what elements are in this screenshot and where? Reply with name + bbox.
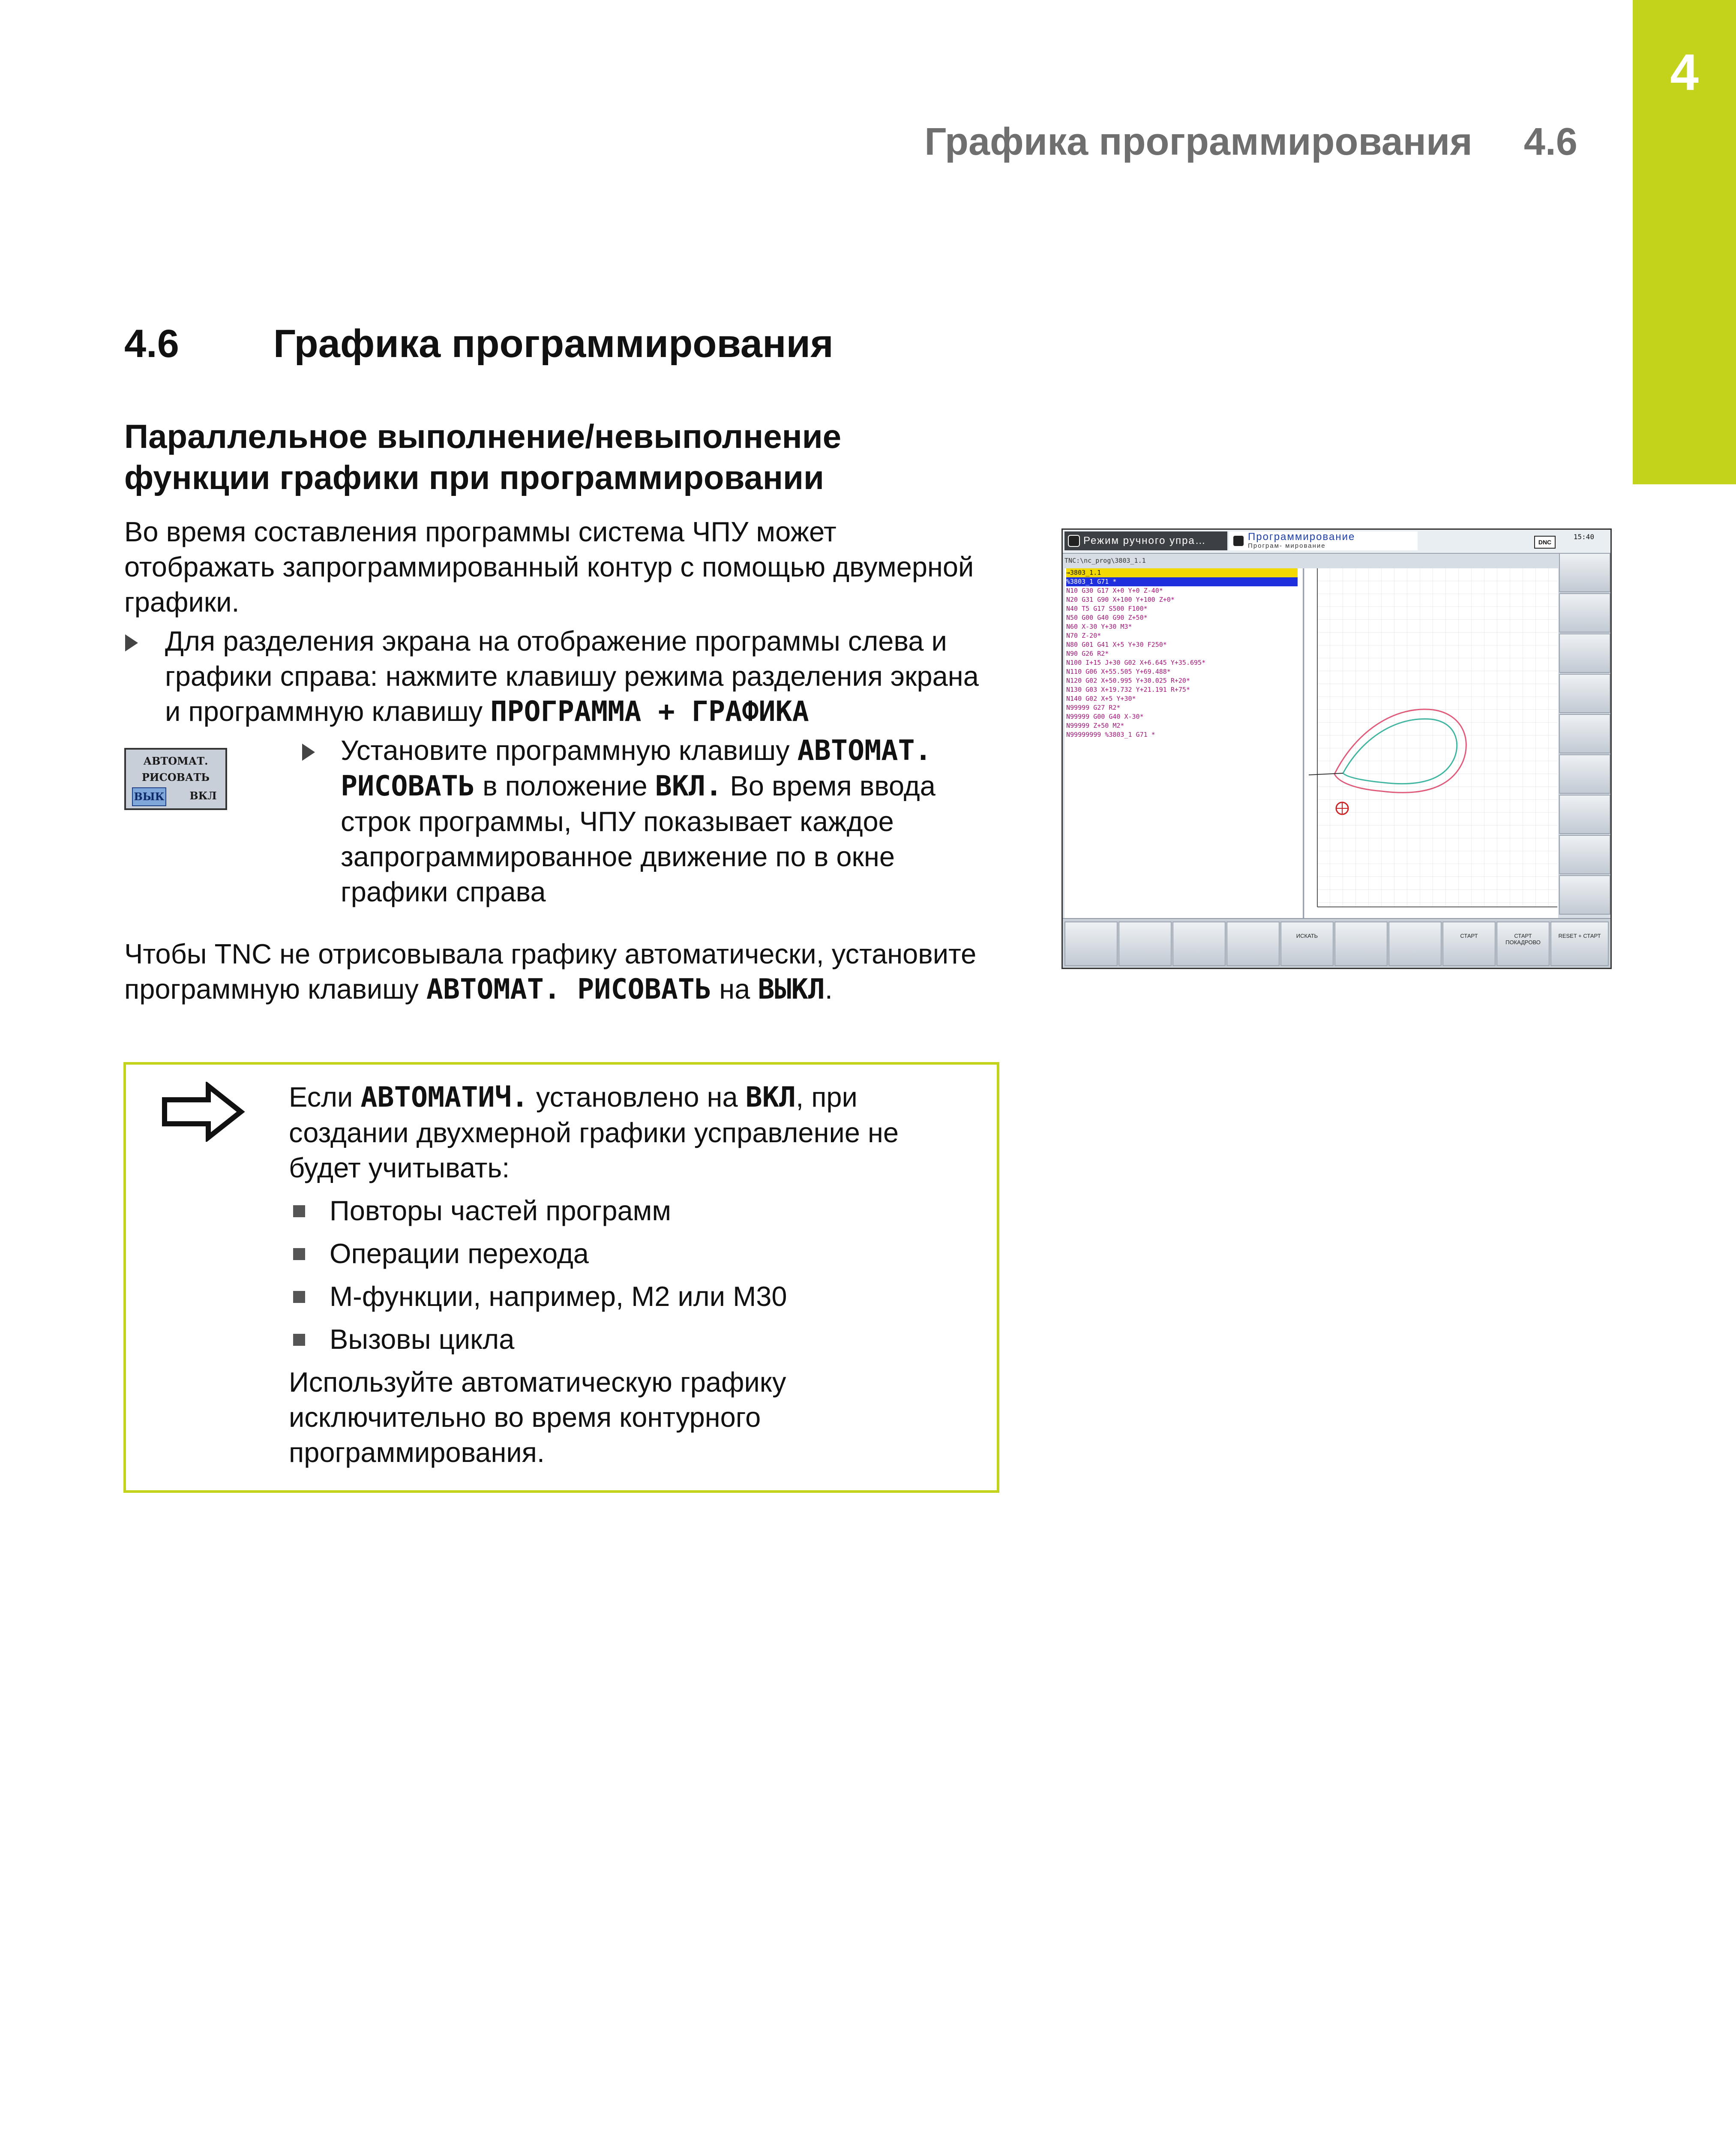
- program-line: N120 G02 X+50.995 Y+30.025 R+20*: [1066, 677, 1190, 684]
- bullet-square-icon: [293, 1291, 305, 1303]
- tab-programming-sub: Програм- мирование: [1248, 542, 1326, 549]
- vertical-softkey[interactable]: [1559, 795, 1610, 834]
- running-header: [924, 120, 1577, 164]
- tab-programming-label: Программирование: [1248, 531, 1355, 543]
- softkey-off-state: ВЫК: [132, 787, 166, 806]
- softkey-start[interactable]: СТАРТ: [1442, 921, 1496, 966]
- program-line: N100 I+15 J+30 G02 X+6.645 Y+35.695*: [1066, 659, 1206, 666]
- program-path: TNC:\nc_prog\3803_1.1: [1064, 557, 1146, 564]
- section-heading: [124, 321, 834, 366]
- auto-off-text-3: .: [825, 973, 833, 1005]
- program-line: N140 G02 X+5 Y+30*: [1066, 695, 1136, 702]
- auto-draw-softkey-image: [124, 748, 227, 810]
- note-key-1: АВТОМАТИЧ.: [360, 1081, 528, 1114]
- auto-off-paragraph: [124, 936, 981, 1007]
- vertical-softkey[interactable]: [1559, 553, 1610, 592]
- vertical-softkeys: [1559, 553, 1610, 918]
- program-line: N99999999 %3803_1 G71 *: [1066, 731, 1155, 738]
- bullet-square-icon: [293, 1205, 305, 1217]
- screenshot-tab-bar: [1063, 530, 1610, 554]
- softkey[interactable]: [1118, 921, 1172, 966]
- program-listing: [1064, 568, 1304, 918]
- note-bullet: [289, 1322, 966, 1357]
- program-line: %3803_1 G71 *: [1066, 577, 1298, 586]
- note-key-2: ВКЛ: [745, 1081, 796, 1114]
- note-bullet: [289, 1279, 966, 1314]
- section-title: Графика программирования: [273, 322, 834, 366]
- running-header-number: 4.6: [1523, 120, 1577, 163]
- softkey-bar: [1063, 918, 1610, 969]
- mode-icon: [1232, 535, 1244, 547]
- program-line: N130 G03 X+19.732 Y+21.191 R+75*: [1066, 686, 1190, 693]
- vertical-softkey[interactable]: [1559, 674, 1610, 713]
- running-header-title: Графика программирования: [924, 120, 1472, 163]
- step-arrow-icon: [302, 744, 315, 761]
- screenshot-tab-programming: [1229, 531, 1418, 550]
- note-closing: Используйте автоматическую графику исключительно во время контурного программирования.: [289, 1366, 786, 1468]
- note-text: [289, 1080, 966, 1470]
- screenshot-tab-manual: [1064, 531, 1227, 550]
- program-line: →3803_1.1: [1066, 568, 1298, 577]
- auto-off-key-1: АВТОМАТ. РИСОВАТЬ: [426, 973, 712, 1005]
- step-1-text: Для разделения экрана на отображение программы слева и графики справа: нажмите клавишу режима разделения экрана и программную клавишу: [165, 625, 979, 727]
- program-line: N99999 Z+50 M2*: [1066, 722, 1124, 729]
- program-line: N50 G00 G40 G90 Z+50*: [1066, 614, 1148, 621]
- step-2-text-1: Установите программную клавишу: [341, 735, 798, 766]
- vertical-softkey[interactable]: [1559, 875, 1610, 915]
- chapter-tab: [1633, 0, 1736, 484]
- contour-graphic: [1304, 568, 1558, 918]
- softkey[interactable]: [1388, 921, 1442, 966]
- vertical-softkey[interactable]: [1559, 714, 1610, 753]
- note-bullet: [289, 1193, 966, 1228]
- step-1: [165, 624, 979, 729]
- bullet-square-icon: [293, 1334, 305, 1346]
- softkey-reset-start[interactable]: RESET + СТАРТ: [1550, 921, 1609, 966]
- program-line: N20 G31 G90 X+100 Y+100 Z+0*: [1066, 596, 1175, 603]
- note-bullet-text: M-функции, например, M2 или M30: [330, 1281, 787, 1312]
- vertical-softkey[interactable]: [1559, 835, 1610, 874]
- program-line: N40 T5 G17 S500 F100*: [1066, 605, 1148, 612]
- note-bullet-text: Вызовы цикла: [330, 1324, 515, 1355]
- program-line: N90 G26 R2*: [1066, 650, 1109, 657]
- auto-off-key-2: ВЫКЛ: [758, 973, 825, 1005]
- note-bullet-text: Операции перехода: [330, 1238, 589, 1269]
- vertical-softkey[interactable]: [1559, 593, 1610, 633]
- note-bullet: [289, 1236, 966, 1271]
- note-text-1: Если: [289, 1081, 361, 1113]
- note-intro: [289, 1080, 966, 1186]
- softkey[interactable]: [1172, 921, 1226, 966]
- step-2-text-3: Во время ввода строк программы, ЧПУ показывает каждое запрограммированное движение по в окне графики справа: [341, 770, 935, 907]
- vertical-softkey[interactable]: [1559, 633, 1610, 673]
- auto-off-text-1: Чтобы TNC не отрисовывала графику автоматически, установите программную клавишу: [124, 938, 977, 1005]
- graphics-window: [1304, 568, 1558, 918]
- tab-manual-label: Режим ручного упра…: [1083, 535, 1206, 546]
- note-bullet-text: Повторы частей программ: [330, 1195, 672, 1226]
- note-box: [123, 1062, 999, 1493]
- step-arrow-icon: [125, 634, 138, 651]
- program-line: N99999 G00 G40 X-30*: [1066, 713, 1144, 720]
- softkey-on-state: ВКЛ: [189, 789, 217, 802]
- program-line: N99999 G27 R2*: [1066, 704, 1121, 711]
- program-line: N110 G06 X+55.505 Y+69.488*: [1066, 668, 1171, 675]
- step-1-key: ПРОГРАММА + ГРАФИКА: [490, 696, 809, 728]
- softkey-single-block[interactable]: СТАРТ ПОКАДРОВО: [1496, 921, 1550, 966]
- note-arrow-icon: [160, 1082, 246, 1142]
- tnc-screenshot: [1061, 528, 1612, 969]
- vertical-softkey[interactable]: [1559, 754, 1610, 794]
- intro-paragraph: Во время составления программы система ЧПУ может отображать запрограммированный контур с помощью двумерной графики.: [124, 516, 974, 618]
- program-line: N60 X-30 Y+30 M3*: [1066, 623, 1132, 630]
- chapter-number: 4: [1670, 44, 1699, 101]
- mode-icon: [1068, 535, 1080, 547]
- softkey[interactable]: [1226, 921, 1280, 966]
- step-2-key-1: АВТОМАТ. РИСОВАТЬ: [341, 735, 932, 802]
- program-line: N80 G01 G41 X+5 Y+30 F250*: [1066, 641, 1167, 648]
- step-2: [341, 733, 979, 909]
- step-2-text-2: в положение: [475, 770, 655, 801]
- section-number: 4.6: [124, 322, 179, 366]
- clock: 15:40: [1560, 532, 1608, 551]
- softkey-search[interactable]: ИСКАТЬ: [1280, 921, 1334, 966]
- softkey-line-2: РИСОВАТЬ: [141, 771, 210, 783]
- subsection-title: Параллельное выполнение/невыполнение функции графики при программировании: [124, 417, 842, 496]
- softkey[interactable]: [1064, 921, 1118, 966]
- auto-off-text-2: на: [711, 973, 758, 1005]
- step-2-key-2: ВКЛ.: [655, 770, 723, 802]
- softkey-line-1: АВТОМАТ.: [143, 755, 208, 767]
- note-text-3: , при создании двухмерной графики усправление не будет учитывать:: [289, 1081, 899, 1183]
- softkey[interactable]: [1334, 921, 1388, 966]
- dnc-badge: DNC: [1534, 536, 1556, 549]
- program-line: N10 G30 G17 X+0 Y+0 Z-40*: [1066, 587, 1163, 594]
- bullet-square-icon: [293, 1248, 305, 1260]
- note-text-2: установлено на: [528, 1081, 746, 1113]
- program-line: N70 Z-20*: [1066, 632, 1101, 639]
